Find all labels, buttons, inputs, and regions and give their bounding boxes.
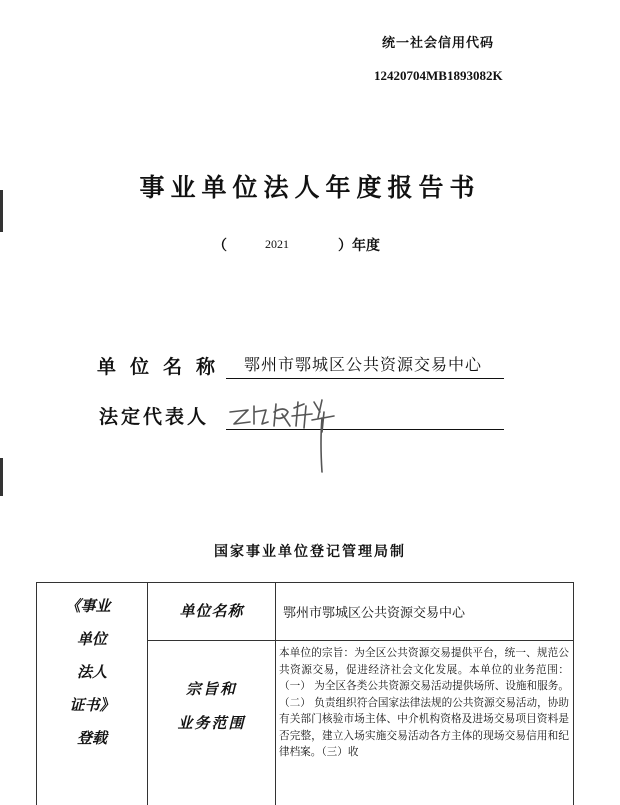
table-unit-name-value: 鄂州市鄂城区公共资源交易中心: [283, 606, 466, 621]
handwritten-signature: [224, 392, 344, 482]
legal-rep-label: 法定代表人: [99, 406, 210, 428]
issuer-line: 国家事业单位登记管理局制: [214, 544, 406, 560]
left-col-line: 登载: [76, 729, 107, 747]
report-title: 事业单位法人年度报告书: [139, 173, 481, 202]
left-col-line: 《事业: [65, 597, 111, 615]
certificate-column-label: [37, 590, 147, 755]
table-unit-name-label: 单位名称: [179, 602, 244, 620]
report-year: 2021: [265, 237, 289, 251]
purpose-scope-text: 本单位的宗旨：为全区公共资源交易提供平台，统一、规范公共资源交易，促进经济社会文化发展。本单位的业务范围：（一） 为全区各类公共资源交易活动提供场所、设施和服务。（二） 负责组织符合国家法律法规的公共资源交易活动，协助有关部门核验市场主体、中介机构资格及进场交易项目资料是否完整，建立入场实施交易活动各方主体的现场交易信用和纪律档案。（三）收: [279, 647, 569, 758]
table-row-divider: [147, 640, 574, 641]
credit-code-value: 12420704MB1893082K: [374, 68, 503, 83]
year-open-paren: （: [213, 238, 227, 254]
left-col-line: 证书》: [69, 696, 115, 714]
purpose-scope-label: [148, 672, 275, 740]
purpose-label-line: 宗旨和: [185, 680, 237, 698]
unit-name-label: 单位名称: [97, 356, 230, 378]
purpose-label-line: 业务范围: [177, 714, 246, 732]
scan-edge-mark: [0, 458, 3, 496]
credit-code-label: 统一社会信用代码: [382, 36, 495, 51]
unit-name-value: 鄂州市鄂城区公共资源交易中心: [244, 355, 483, 374]
left-col-line: 法人: [76, 663, 107, 681]
table-divider: [275, 582, 276, 805]
scan-edge-mark: [0, 190, 3, 232]
left-col-line: 单位: [76, 630, 107, 648]
year-suffix: ）年度: [338, 238, 380, 254]
unit-name-underline: [226, 378, 504, 379]
